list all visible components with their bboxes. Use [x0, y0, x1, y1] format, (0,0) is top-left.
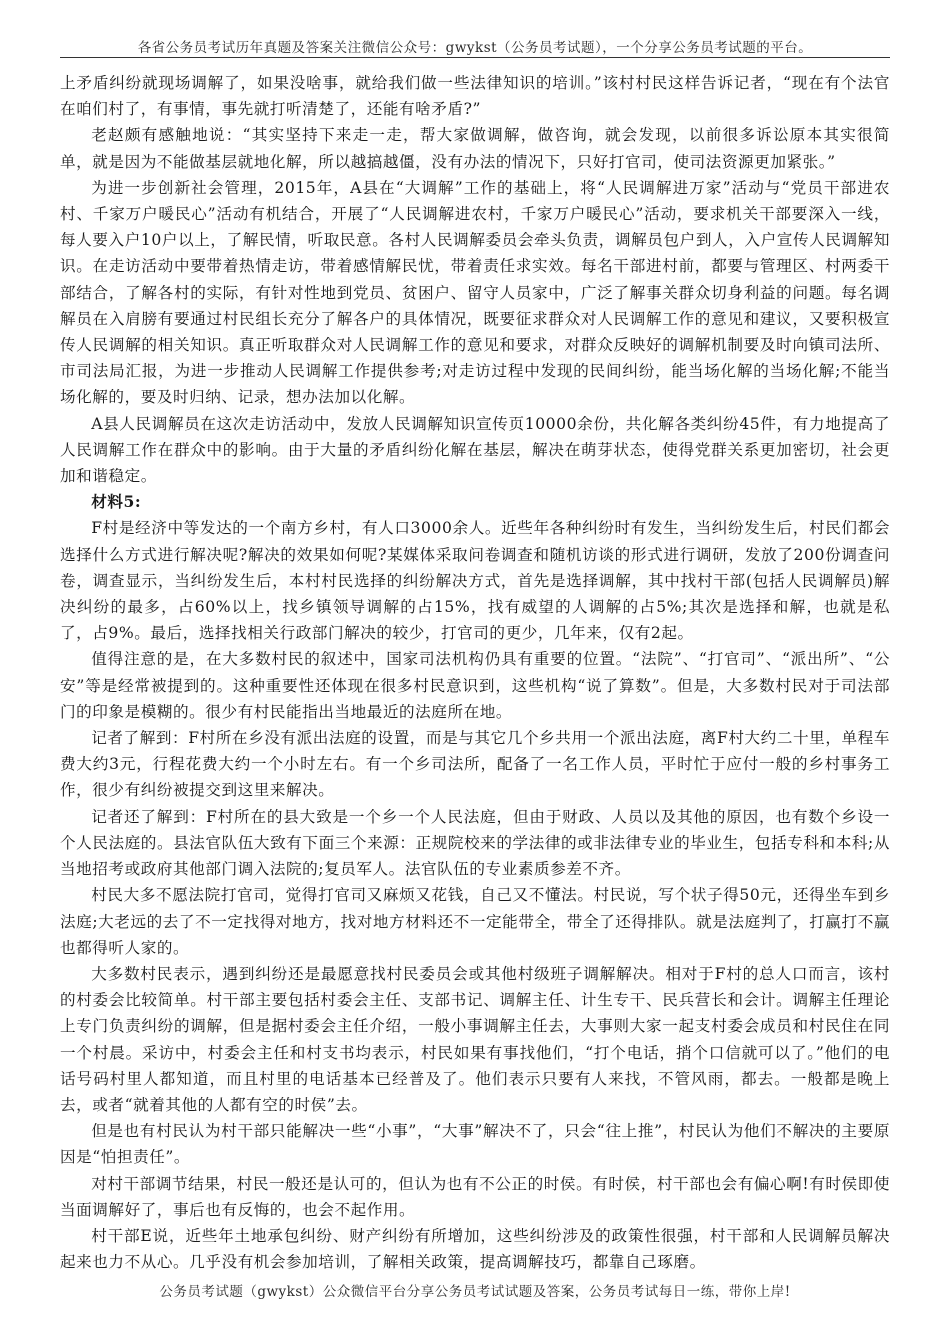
page-header: 各省公务员考试历年真题及答案关注微信公众号：gwykst（公务员考试题），一个分享公务员考试题的平台。	[137, 40, 813, 56]
paragraph-campaign-results: A县人民调解员在这次走访活动中，发放人民调解知识宣传页10000余份，共化解各类纠纷45件，有力地提高了人民调解工作在群众中的影响。由于大量的矛盾纠纷化解在基层，解决在萌芽状态，使得党群关系更加密切，社会更加和谐稳定。	[60, 414, 890, 486]
paragraph-small-matters: 但是也有村民认为村干部只能解决一些“小事”，“大事”解决不了，只会“往上推”，村民认为他们不解决的主要原因是“怕担责任”。	[60, 1122, 890, 1167]
section-title-material-5: 材料5:	[91, 492, 142, 512]
document-body	[60, 70, 890, 1275]
paragraph-mediation-results: 对村干部调节结果，村民一般还是认可的，但认为也有不公正的时侯。有时侯，村干部也会有偏心啊!有时侯即使当面调解好了，事后也有反悔的，也会不起作用。	[60, 1174, 890, 1219]
paragraph-county-judges: 记者还了解到：F村所在的县大致是一个乡一个人民法庭，但由于财政、人员以及其他的原因，也有数个乡设一个人民法庭的。县法官队伍大致有下面三个来源：正规院校来的学法律的或非法律专业的毕业生，包括专科和本科;从当地招考或政府其他部门调入法院的;复员军人。法官队伍的专业素质参差不齐。	[60, 807, 890, 879]
paragraph-survey: F村是经济中等发达的一个南方乡村，有人口3000余人。近些年各种纠纷时有发生，当纠纷发生后，村民们都会选择什么方式进行解决呢?解决的效果如何呢?某媒体采取问卷调查和随机访谈的形式进行调研，发放了200份调查问卷，调查显示，当纠纷发生后，本村村民选择的纠纷解决方式，首先是选择调解，其中找村干部(包括人民调解员)解决纠纷的最多，占60%以上，找乡镇领导调解的占15%，找有威望的人调解的占5%;其次是选择和解，也就是私了，占9%。最后，选择找相关行政部门解决的较少，打官司的更少，几年来，仅有2起。	[60, 519, 890, 643]
paragraph-litigation-reluctance: 村民大多不愿法院打官司，觉得打官司又麻烦又花钱，自己又不懂法。村民说，写个状子得50元，还得坐车到乡法庭;大老远的去了不一定找得对地方，找对地方材料还不一定能带全，带全了还得排队。就是法庭判了，打赢打不赢也都得听人家的。	[60, 886, 890, 957]
paragraph-county-campaign: 为进一步创新社会管理，2015年，A县在“大调解”工作的基础上，将“人民调解进万家”活动与“党员干部进农村、千家万户暖民心”活动有机结合，开展了“人民调解进农村，千家万户暖民心”活动，要求机关干部要深入一线，每人要入户10户以上，了解民情，听取民意。各村人民调解委员会牵头负责，调解员包户到人，入户宣传人民调解知识。在走访活动中要带着热情走访，带着感情解民忧，带着责任求实效。每名干部进村前，都要与管理区、村两委干部结合，了解各村的实际，有针对性地到党员、贫困户、留守人员家中，广泛了解事关群众切身利益的问题。每名调解员在入肩膀有要通过村民组长充分了解各户的具体情况，既要征求群众对人民调解工作的意见和建议，又要积极宣传人民调解的相关知识。真正听取群众对人民调解工作的意见和要求，对群众反映好的调解机制要及时向镇司法所、市司法局汇报，为进一步推动人民调解工作提供参考;对走访过程中发现的民间纠纷，能当场化解的当场化解;不能当场化解的，要及时归纳、记录，想办法加以化解。	[60, 178, 890, 407]
paragraph-continuation: 上矛盾纠纷就现场调解了，如果没啥事，就给我们做一些法律知识的培训。”该村村民这样告诉记者，“现在有个法官在咱们村了，有事情，事先就打听清楚了，还能有啥矛盾?”	[60, 74, 890, 119]
paragraph-township-court: 记者了解到：F村所在乡没有派出法庭的设置，而是与其它几个乡共用一个派出法庭，离F村大约二十里，单程车费大约3元，行程花费大约一个小时左右。有一个乡司法所，配备了一名工作人员，平时忙于应付一般的乡村事务工作，很少有纠纷被提交到这里来解决。	[60, 729, 890, 800]
paragraph-cadre-e: 村干部E说，近些年土地承包纠纷、财产纠纷有所增加，这些纠纷涉及的政策性很强，村干部和人民调解员解决起来也力不从心。几乎没有机会参加培训，了解相关政策，提高调解技巧，都靠自己琢磨。	[60, 1226, 890, 1272]
page-footer: 公务员考试题（gwykst）公众微信平台分享公务员考试试题及答案，公务员考试每日一练，带你上岸!	[159, 1284, 791, 1300]
paragraph-judicial-role: 值得注意的是，在大多数村民的叙述中，国家司法机构仍具有重要的位置。“法院”、“打官司”、“派出所”、“公安”等是经常被提到的。这种重要性还体现在很多村民意识到，这些机构“说了算数”。但是，大多数村民对于司法部门的印象是模糊的。很少有村民能指出当地最近的法庭所在地。	[60, 650, 890, 721]
paragraph-village-committee: 大多数村民表示，遇到纠纷还是最愿意找村民委员会或其他村级班子调解解决。相对于F村的总人口而言，该村的村委会比较简单。村干部主要包括村委会主任、支部书记、调解主任、计生专干、民兵营长和会计。调解主任理论上专门负责纠纷的调解，但是据村委会主任介绍，一般小事调解主任去，大事则大家一起支村委会成员和村民住在同一个村晨。采访中，村委会主任和村支书均表示，村民如果有事找他们，“打个电话，捎个口信就可以了。”他们的电话号码村里人都知道，而且村里的电话基本已经普及了。他们表示只要有人来找，不管风雨，都去。一般都是晚上去，或者“就着其他的人都有空的时侯”去。	[60, 964, 890, 1114]
paragraph-zhao-quote: 老赵颇有感触地说：“其实坚持下来走一走，帮大家做调解，做咨询，就会发现，以前很多诉讼原本其实很简单，就是因为不能做基层就地化解，所以越搞越僵，没有办法的情况下，只好打官司，使司法资源更加紧张。”	[60, 126, 890, 171]
header-divider	[60, 57, 890, 58]
